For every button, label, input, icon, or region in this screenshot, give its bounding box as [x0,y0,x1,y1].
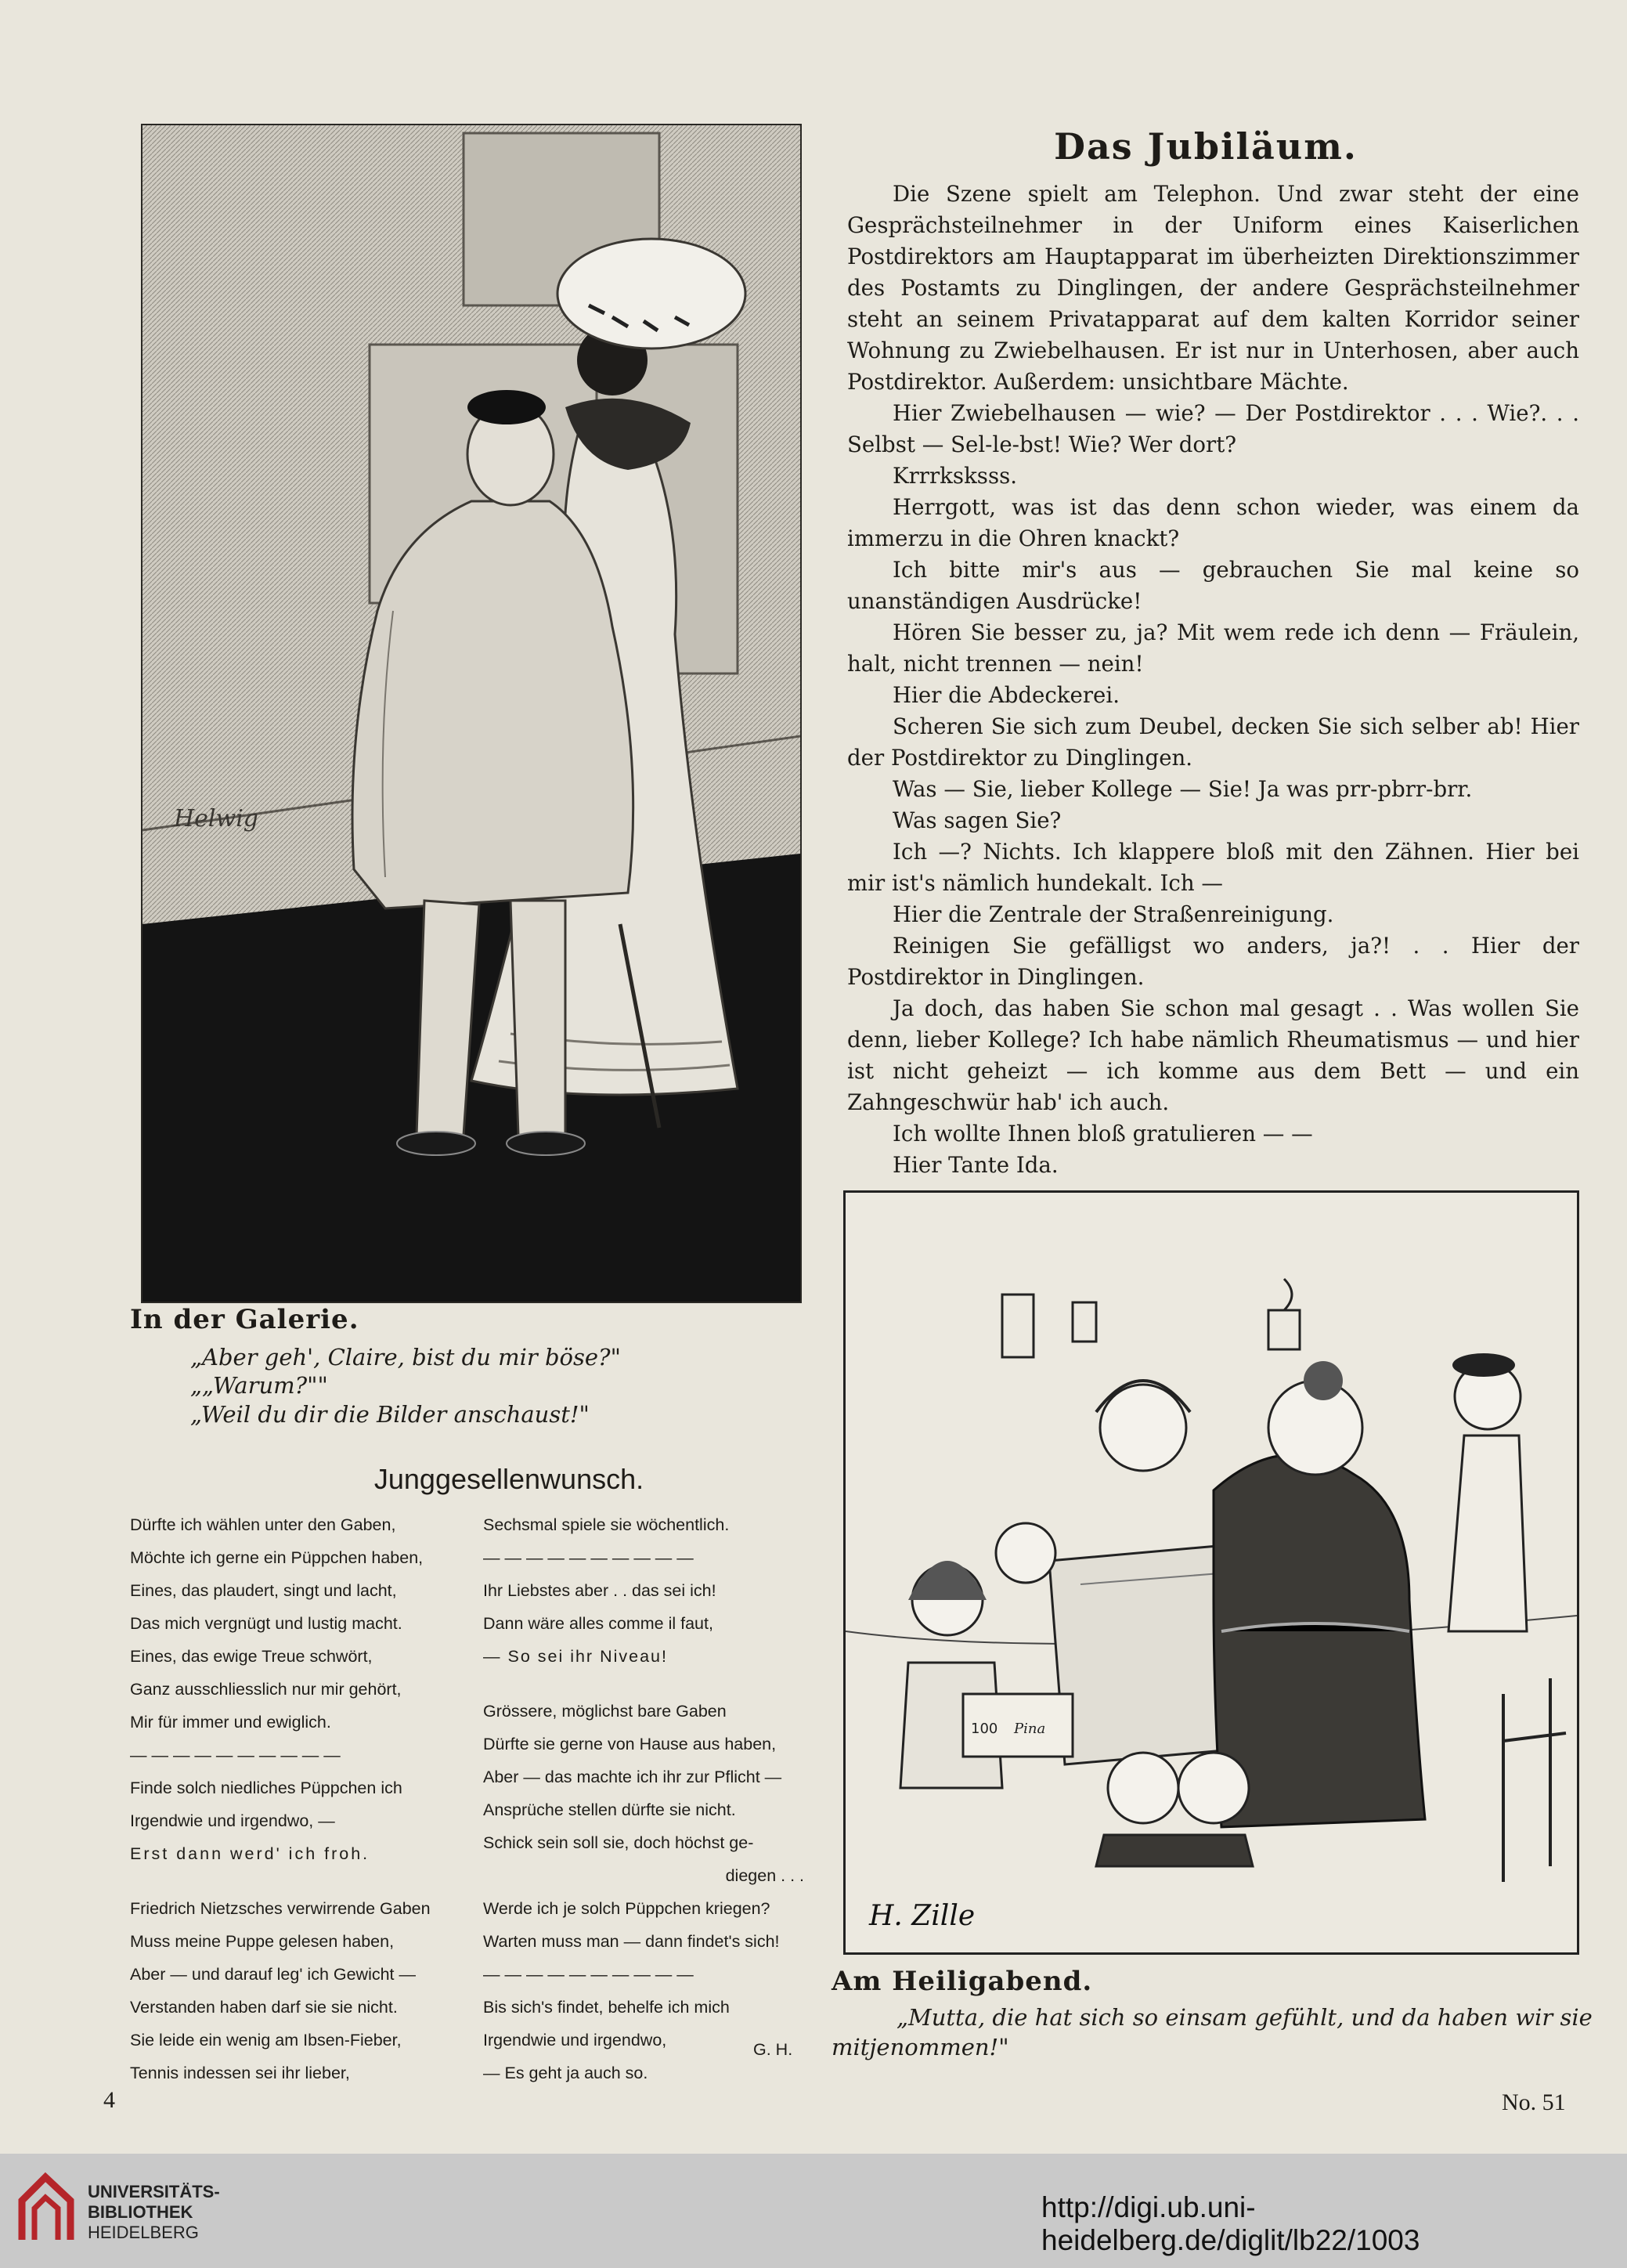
poem-line: Sechsmal spiele sie wöchentlich. [483,1515,730,1534]
issue-number: No. 51 [1502,2089,1566,2115]
gallery-caption-line-2: „„Warum?"" [190,1372,328,1399]
library-name-line: BIBLIOTHEK [88,2202,193,2222]
library-name-line: UNIVERSITÄTS- [88,2182,220,2201]
poem-line: Bis sich's findet, behelfe ich mich [483,1998,730,2017]
poem-line: Tennis indessen sei ihr lieber, [130,2064,350,2082]
page-number: 4 [103,2087,115,2113]
poem-line: Ansprüche stellen dürfte sie nicht. [483,1800,736,1819]
story-paragraph: Ich bitte mir's aus — gebrauchen Sie mal keine so unanständigen Ausdrücke! [847,557,1579,614]
illustration-signature: Helwig [174,805,258,832]
poem-line: Möchte ich gerne ein Püppchen haben, [130,1548,424,1567]
university-library-logo-icon [14,2169,78,2248]
poem-line: Muss meine Puppe gelesen haben, [130,1932,395,1951]
gallery-caption-line-1: „Aber geh', Claire, bist du mir böse?" [190,1344,621,1371]
story-paragraph: Ja doch, das haben Sie schon mal gesagt . . Was wollen Sie denn, lieber Kollege? Ich habe nämlich Rheumatismus — und hier ist nicht geheizt — ich komme aus dem Bett — und ein Zahngeschwür hab' ich auch. [847,995,1579,1115]
source-url-link[interactable]: http://digi.ub.uni-heidelberg.de/diglit/lb22/1003 [1041,2191,1420,2256]
christmas-caption-line-1: „Mutta, die hat sich so einsam gefühlt, und da haben wir sie [896,2004,1593,2031]
poem-line: Aber — das machte ich ihr zur Pflicht — [483,1768,782,1786]
poem-line: — — — — — — — — — — [483,1965,694,1984]
illustration-signature: H. Zille [869,1900,976,1932]
poem-line: Irgendwie und irgendwo, — [130,1811,335,1830]
christmas-eve-illustration [843,1190,1579,1955]
gallery-caption-title: In der Galerie. [130,1304,359,1335]
story-title: Das Jubiläum. [1054,125,1358,168]
poem-stanza-gap [483,1673,804,1695]
poem-line: Mir für immer und ewiglich. [130,1713,331,1732]
story-paragraph: Ich wollte Ihnen bloß gratulieren — — [893,1121,1313,1147]
story-paragraph: Reinigen Sie gefälligst wo anders, ja?! . . Hier der Postdirektor in Dinglingen. [847,933,1579,990]
poem-title: Junggesellenwunsch. [373,1463,644,1495]
christmas-eve-drawing [846,1193,1577,1952]
poem-line: Eines, das ewige Treue schwört, [130,1647,373,1666]
poem-line: Ihr Liebstes aber . . das sei ich! [483,1581,716,1600]
poem-line: Aber — und darauf leg' ich Gewicht — [130,1965,417,1984]
poem-line: — — — — — — — — — — [483,1548,694,1567]
box-label-left: 100 [971,1721,998,1737]
story-paragraph: Hier die Zentrale der Straßenreinigung. [893,901,1334,927]
story-paragraph: Was — Sie, lieber Kollege — Sie! Ja was prr-pbrr-brr. [893,776,1473,802]
poem-stanza-gap [130,1870,459,1892]
story-paragraph: Die Szene spielt am Telephon. Und zwar steht der eine Gesprächsteilnehmer in der Uniform eines Kaiserlichen Postdirektors am Hauptapparat im überheizten Direktionszimmer des Postamts zu Dinglingen, der andere Gesprächsteilnehmer steht an seinem Privatapparat auf dem kalten Korridor seiner Wohnung zu Zwiebelhausen. Er ist nur in Unterhosen, aber auch Postdirektor. Außerdem: unsichtbare Mächte. [847,181,1579,395]
poem-line: Schick sein soll sie, doch höchst ge- [483,1833,754,1852]
poem-line: Das mich vergnügt und lustig macht. [130,1614,402,1633]
poem-line: Irgendwie und irgendwo, [483,2031,667,2050]
story-paragraph: Hier die Abdeckerei. [893,682,1120,708]
poem-line: Dürfte sie gerne von Hause aus haben, [483,1735,777,1753]
gallery-caption-line-3: „Weil du dir die Bilder anschaust!" [190,1401,590,1428]
poem-line: — Es geht ja auch so. [483,2064,648,2082]
poem-line: — — — — — — — — — — [130,1746,341,1764]
story-paragraph: Herrgott, was ist das denn schon wieder, was einem da immerzu in die Ohren knackt? [847,494,1579,551]
poem-column-2 [483,1508,804,2089]
christmas-caption-title: Am Heiligabend. [832,1966,1093,1997]
story-body [847,179,1579,1181]
poem-line: Erst dann werd' ich froh. [130,1844,370,1863]
poem-line: Eines, das plaudert, singt und lacht, [130,1581,397,1600]
library-footer-bar [0,2154,1627,2268]
poem-line: Ganz ausschliesslich nur mir gehört, [130,1680,402,1699]
gallery-illustration [141,124,802,1303]
poem-signature: G. H. [753,2040,793,2059]
poem-line: Sie leide ein wenig am Ibsen-Fieber, [130,2031,402,2050]
poem-column-1 [130,1508,459,2089]
poem-line: Dann wäre alles comme il faut, [483,1614,713,1633]
gallery-drawing [142,125,800,1302]
poem-line: Warten muss man — dann findet's sich! [483,1932,780,1951]
poem-line: Grössere, möglichst bare Gaben [483,1702,727,1721]
library-name [88,2182,220,2243]
poem-line: Dürfte ich wählen unter den Gaben, [130,1515,396,1534]
poem-line: Finde solch niedliches Püppchen ich [130,1779,402,1797]
story-paragraph: Hören Sie besser zu, ja? Mit wem rede ich denn — Fräulein, halt, nicht trennen — nein! [847,619,1579,677]
poem-line: — So sei ihr Niveau! [483,1647,668,1666]
story-paragraph: Hier Tante Ida. [893,1152,1059,1178]
story-paragraph: Scheren Sie sich zum Deubel, decken Sie sich selber ab! Hier der Postdirektor zu Dinglingen. [847,713,1579,771]
story-paragraph: Hier Zwiebelhausen — wie? — Der Postdirektor . . . Wie?. . . Selbst — Sel-le-bst! Wie? Wer dort? [847,400,1579,457]
poem-line: Werde ich je solch Püppchen kriegen? [483,1899,770,1918]
poem-line: Friedrich Nietzsches verwirrende Gaben [130,1899,431,1918]
story-paragraph: Krrrksksss. [893,463,1018,489]
story-paragraph: Ich —? Nichts. Ich klappere bloß mit den Zähnen. Hier bei mir ist's nämlich hundekalt. Ich — [847,839,1579,896]
poem-line: Verstanden haben darf sie sie nicht. [130,1998,398,2017]
poem-line: diegen . . . [725,1866,804,1885]
christmas-caption-line-2: mitjenommen!" [832,2034,1009,2060]
library-name-line: HEIDELBERG [88,2223,199,2242]
box-label-right: Pina [1014,1721,1046,1737]
story-paragraph: Was sagen Sie? [893,807,1062,833]
